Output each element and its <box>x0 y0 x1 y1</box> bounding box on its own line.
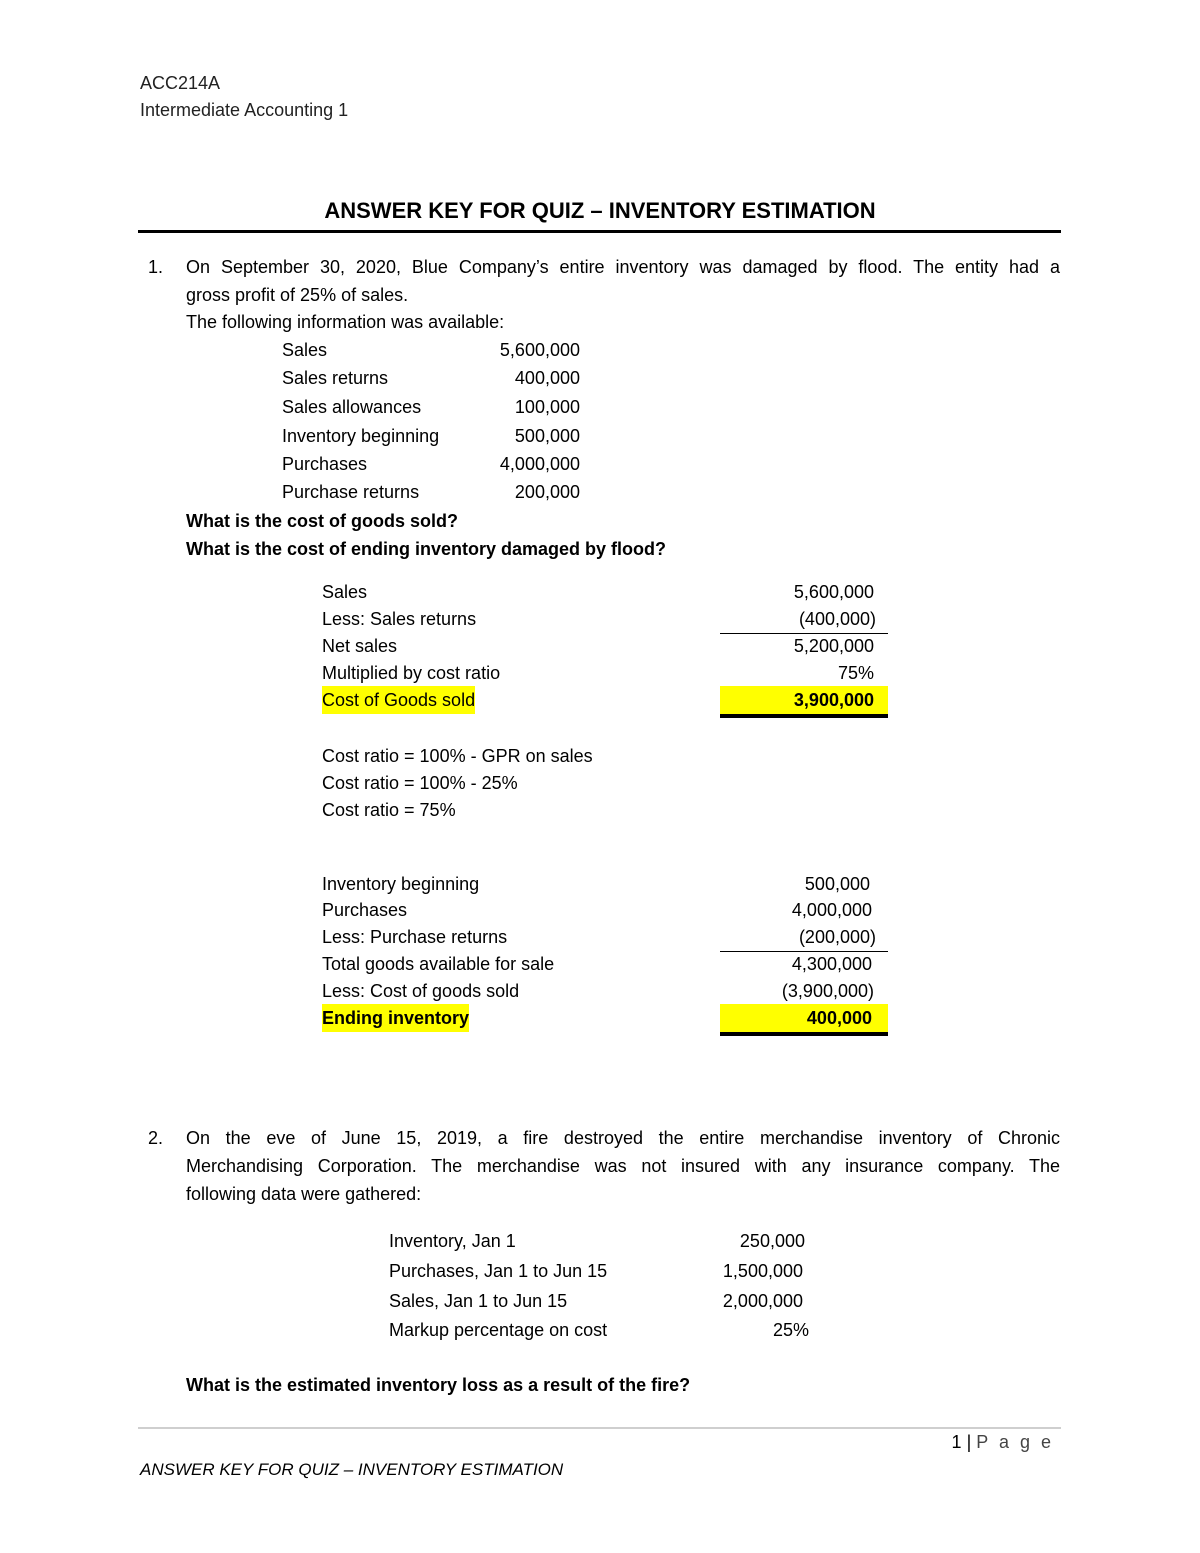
cost-ratio-line: Cost ratio = 100% - GPR on sales <box>322 746 593 766</box>
title-rule <box>138 230 1061 233</box>
q1-number: 1. <box>148 257 164 277</box>
ending-row: Total goods available for sale 4,300,000 <box>322 954 872 974</box>
q1-text-line1: On September 30, 2020, Blue Company’s entire inventory was damaged by flood. The entity had a <box>186 257 1060 277</box>
q2-text-line2: Merchandising Corporation. The merchandise was not insured with any insurance company. The <box>186 1156 1060 1176</box>
document-title: ANSWER KEY FOR QUIZ – INVENTORY ESTIMATION <box>324 198 876 223</box>
q1-given-row: Sales 5,600,000 <box>282 340 580 360</box>
ending-total-value: 400,000 <box>720 1004 888 1036</box>
q1-question2: What is the cost of ending inventory damaged by flood? <box>186 539 667 559</box>
ending-total-row <box>322 1004 888 1032</box>
cogs-total-row <box>322 686 888 714</box>
q1-given-row: Sales returns 400,000 <box>282 368 580 388</box>
cogs-total-value: 3,900,000 <box>720 686 888 718</box>
page-number: 1 | P a g e <box>951 1432 1054 1452</box>
footer-running-title: ANSWER KEY FOR QUIZ – INVENTORY ESTIMATION <box>140 1460 564 1479</box>
q2-given-row: Purchases, Jan 1 to Jun 15 1,500,000 <box>389 1261 803 1281</box>
q1-text-line2: gross profit of 25% of sales. <box>186 285 409 305</box>
q1-given-row: Purchases 4,000,000 <box>282 454 580 474</box>
cogs-row: Less: Sales returns (400,000) <box>322 605 888 633</box>
cogs-total-label: Cost of Goods sold <box>322 686 475 714</box>
q2-given-row: Markup percentage on cost 25% <box>389 1320 809 1340</box>
q2-given-row: Sales, Jan 1 to Jun 15 2,000,000 <box>389 1291 803 1311</box>
q2-text-line3: following data were gathered: <box>186 1184 422 1204</box>
q1-given-row: Inventory beginning 500,000 <box>282 426 580 446</box>
ending-row: Less: Purchase returns (200,000) <box>322 923 888 951</box>
ending-row: Purchases 4,000,000 <box>322 900 872 920</box>
cost-ratio-line: Cost ratio = 100% - 25% <box>322 773 518 793</box>
ending-total-label: Ending inventory <box>322 1004 469 1032</box>
q1-question1: What is the cost of goods sold? <box>186 511 458 531</box>
cogs-row: Multiplied by cost ratio 75% <box>322 663 874 683</box>
cogs-row: Sales 5,600,000 <box>322 582 874 602</box>
q1-given-row: Purchase returns 200,000 <box>282 482 580 502</box>
q2-question: What is the estimated inventory loss as a result of the fire? <box>186 1375 691 1395</box>
q2-text-line1: On the eve of June 15, 2019, a fire destroyed the entire merchandise inventory of Chronic <box>186 1128 1060 1148</box>
footer-rule <box>138 1427 1061 1429</box>
cost-ratio-line: Cost ratio = 75% <box>322 800 456 820</box>
ending-row: Less: Cost of goods sold (3,900,000) <box>322 977 888 1005</box>
q2-given-row: Inventory, Jan 1 250,000 <box>389 1231 805 1251</box>
ending-row: Inventory beginning 500,000 <box>322 874 870 894</box>
course-name: Intermediate Accounting 1 <box>140 100 349 120</box>
course-code: ACC214A <box>140 73 221 93</box>
cogs-row: Net sales 5,200,000 <box>322 636 874 656</box>
q2-number: 2. <box>148 1128 164 1148</box>
q1-intro: The following information was available: <box>186 312 505 332</box>
q1-given-row: Sales allowances 100,000 <box>282 397 580 417</box>
